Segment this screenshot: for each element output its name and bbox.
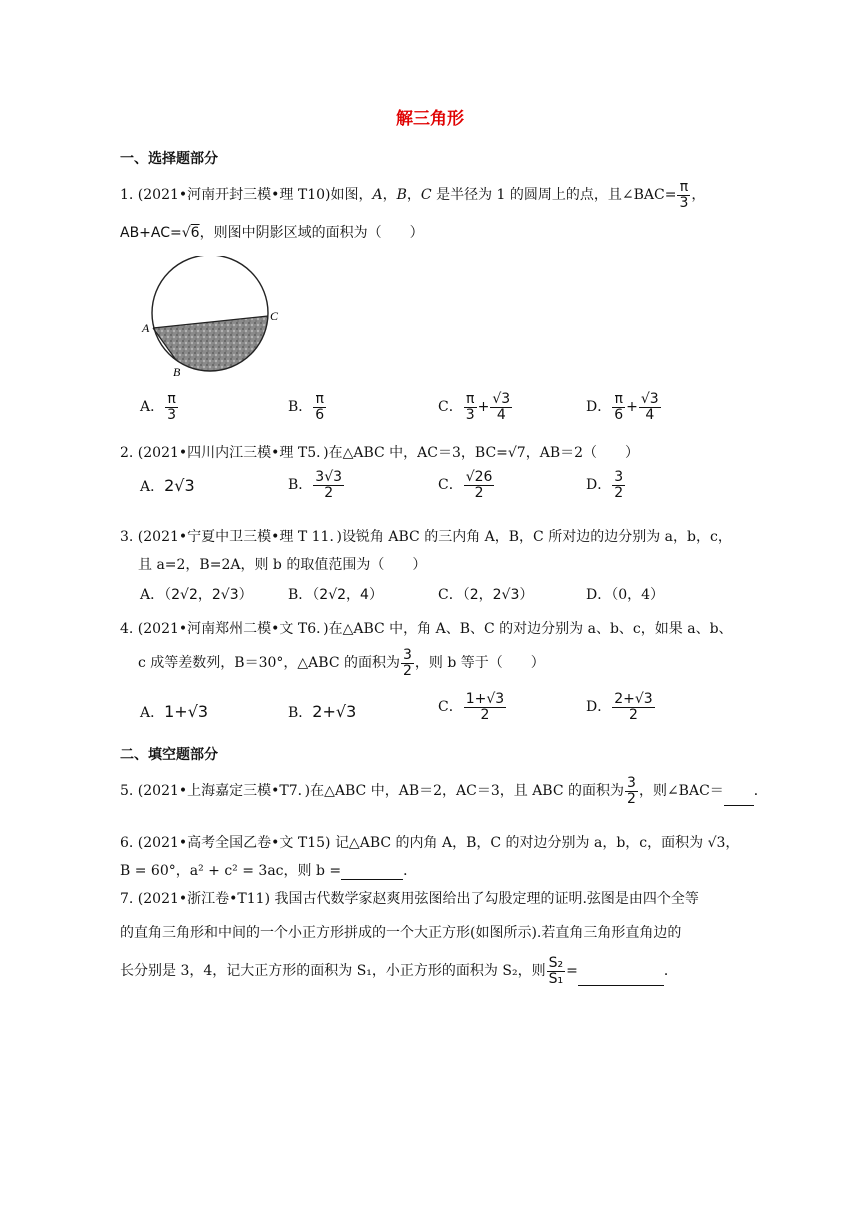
q3-option-b[interactable]: B．（2√2，4） <box>288 587 383 603</box>
question-2: 2. (2021•四川内江三模•理 T5．)在△ABC 中，AC＝3，BC=√7，AB＝2（ ） <box>120 445 640 461</box>
question-4: 4. (2021•河南郑州二模•文 T6．)在△ABC 中，角 A、B、C 的对边分别为 a、b、c，如果 a、b、 <box>120 621 733 637</box>
q4-option-b[interactable]: B．2+√3 <box>288 702 357 721</box>
q3-option-c[interactable]: C．（2，2√3） <box>438 587 534 603</box>
q2-option-d[interactable]: D． $\frac{3}{2}$ <box>586 469 624 501</box>
q1-text-b: 是半径为 1 的圆周上的点，且∠BAC= <box>436 187 677 204</box>
q3-option-d[interactable]: D．（0，4） <box>586 587 665 603</box>
shaded-region <box>153 316 268 371</box>
question-1-line-2 <box>120 222 424 242</box>
question-6: 6. (2021•高考全国乙卷•文 T15) 记△ABC 的内角 A，B，C 的对边分别为 a，b，c，面积为 √3， <box>120 835 740 851</box>
question-3-line-2: 且 a=2，B=2A，则 b 的取值范围为（ ） <box>138 557 427 573</box>
question-3: 3. (2021•宁夏中卫三模•理 T 11．)设锐角 ABC 的三内角 A，B，C 所对边的边分别为 a，b，c， <box>120 529 732 545</box>
q1-option-c[interactable]: C． $\frac{\pi}{3}$ + $\frac{√3}{4}$ <box>438 391 511 423</box>
circle-figure <box>140 256 280 380</box>
q1-line2-a: AB+AC= <box>120 225 182 241</box>
point-a-label: A <box>142 321 150 335</box>
question-6-line-2: B = 60°，a² + c² = 3ac，则 b = ． <box>120 863 418 879</box>
q5-answer-blank[interactable] <box>724 789 754 806</box>
q1-source: 1. (2021•河南开封三模•理 T10) <box>120 187 331 204</box>
q1-sqrt6: √6 <box>181 225 200 241</box>
page-title: 解三角形 <box>396 109 464 129</box>
question-1: 1. (2021•河南开封三模•理 T10)如图，A，B，C 是半径为 1 的圆周上的点，且∠BAC= $\frac{\pi}{3}$ ， <box>120 179 706 211</box>
q7-answer-blank[interactable] <box>578 969 664 986</box>
section-fill-heading: 二、填空题部分 <box>120 747 218 763</box>
q1-angle-fraction: $\frac{\pi}{3}$ <box>679 179 689 211</box>
q3-option-a[interactable]: A．（2√2，2√3） <box>140 587 253 603</box>
q1-option-b[interactable]: B． $\frac{\pi}{6}$ <box>288 391 325 423</box>
point-b-label: B <box>173 365 181 379</box>
q6-answer-blank[interactable] <box>341 863 403 880</box>
question-7-line-2: 的直角三角形和中间的一个小正方形拼成的一个大正方形(如图所示).若直角三角形直角边的 <box>120 925 682 941</box>
question-7: 7. (2021•浙江卷•T11) 我国古代数学家赵爽用弦图给出了勾股定理的证明.弦图是由四个全等 <box>120 891 699 907</box>
q2-option-c[interactable]: C． $\frac{√26}{2}$ <box>438 469 493 501</box>
question-5: 5. (2021•上海嘉定三模•T7．)在△ABC 中，AB＝2，AC＝3，且 ABC 的面积为 $\frac{3}{2}$ ，则∠BAC＝ ． <box>120 775 768 807</box>
section-choice-heading: 一、选择题部分 <box>120 151 218 167</box>
q1-text-a: 如图， <box>330 187 373 204</box>
q4-option-c[interactable]: C． $\frac{1+√3}{2}$ <box>438 691 505 723</box>
question-4-line-2: c 成等差数列，B＝30°，△ABC 的面积为 $\frac{3}{2}$ ，则 b 等于（ ） <box>138 647 545 679</box>
q2-option-b[interactable]: B． $\frac{3√3}{2}$ <box>288 469 343 501</box>
q1-line2-b: ，则图中阴影区域的面积为（ ） <box>199 225 424 241</box>
question-7-line-3: 长分别是 3，4，记大正方形的面积为 S₁，小正方形的面积为 S₂，则 $\frac{\text{S₂}}{\text{S₁}}$ = ． <box>120 955 678 987</box>
q2-option-a[interactable]: A．2√3 <box>140 476 195 495</box>
q4-option-d[interactable]: D． $\frac{2+√3}{2}$ <box>586 691 653 723</box>
q4-option-a[interactable]: A．1+√3 <box>140 702 209 721</box>
point-c-label: C <box>270 309 279 323</box>
q1-option-d[interactable]: D． $\frac{\pi}{6}$ + $\frac{√3}{4}$ <box>586 391 659 423</box>
q1-option-a[interactable]: A． $\frac{\pi}{3}$ <box>140 391 177 423</box>
